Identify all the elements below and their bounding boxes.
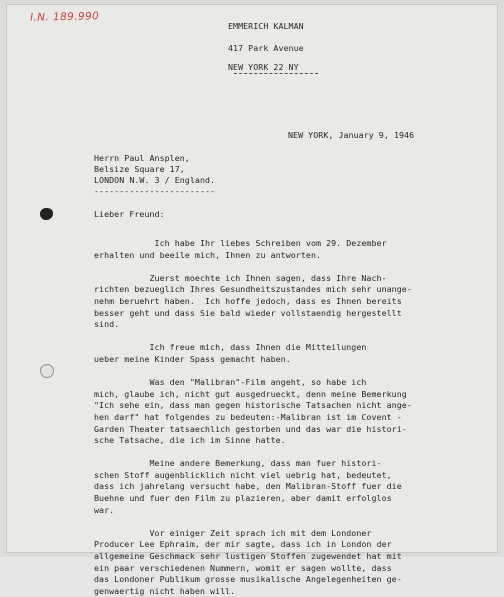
recipient-line-3: LONDON N.W. 3 / England. [94,175,216,185]
recipient-line-1: Herrn Paul Ansplen, [94,153,190,163]
inventory-number: I.N. 189.990 [29,10,100,24]
recipient-underline: ------------------------ [94,186,216,196]
salutation: Lieber Freund: [94,209,165,219]
letter-body: Ich habe Ihr liebes Schreiben vom 29. Dezember erhalten und beeile mich, Ihnen zu antworten. Zuerst moechte ich Ihnen sagen, dass Ihre Nach- richten bezueglich Ihres Gesundheitszustandes mich sehr unange- nehm beruehrt haben. Ich hoffe jedoch, dass es Ihnen bereits besser geht und dass Sie bald wieder vollstaendig hergestellt sind. Ich freue mich, dass Ihnen die Mitteilungen ueber meine Kinder Spass gemacht haben. Was den "Malibran"-Film angeht, so habe ich mich, glaube ich, nicht gut ausgedrueckt, denn meine Bemerkung "Ich sehe ein, dass man gegen historische Tatsachen nicht ange- hen darf" hat folgendes zu bedeuten:-Malibran ist im Covent - Garden Theater tatsaechlich gestorben und das war die histori- sche Tatsache, die ich im Sinne hatte. Meine andere Bemerkung, dass man fuer histori- schen Stoff augenblicklich nicht viel uebrig hat, bedeutet, dass ich jahrelang versucht habe, den Malibran-Stoff fuer die Buehne und fuer den Film zu plazieren, aber damit erfolglos war. Vor einiger Zeit sprach ich mit dem Londoner Producer Lee Ephraim, der mir sagte, dass ich in London der allgemeine Geschmack sehr lustigen Stoffen zugewendet hat mit ein paar verschiedenen Nummern, womit er sagen wollte, dass das Londoner Publikum grosse musikalische Angelegenheiten ge- genwaertig nicht haben will. [94,238,412,596]
punch-hole [40,364,54,378]
letterhead-city: NEW YORK 22 NY [228,62,299,72]
dateline: NEW YORK, January 9, 1946 [288,130,415,140]
letterhead-rule [234,73,318,74]
letter-sheet [6,4,498,596]
ink-blot [40,208,53,220]
recipient-line-2: Belsize Square 17, [94,164,185,174]
letterhead-street: 417 Park Avenue [228,43,304,53]
letterhead-name: EMMERICH KALMAN [228,21,304,31]
